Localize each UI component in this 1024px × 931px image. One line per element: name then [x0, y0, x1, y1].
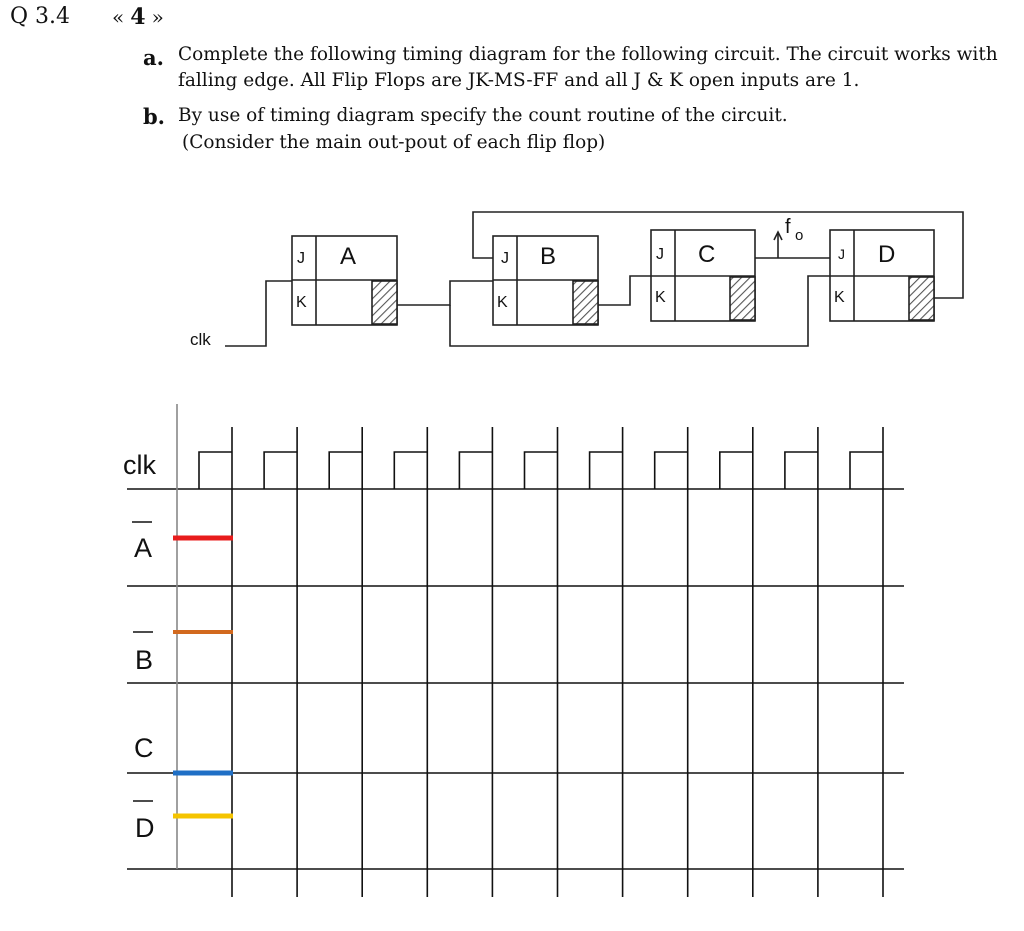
ff-d-k-label: K: [834, 289, 845, 306]
clock-pulse: [590, 452, 623, 489]
row-labels: [123, 450, 156, 843]
ff-a-k-label: K: [296, 294, 307, 311]
ff-b-j-label: J: [501, 250, 509, 267]
clock-pulse: [394, 452, 427, 489]
question-number: Q 3.4: [10, 4, 71, 29]
ff-c-name: C: [698, 241, 716, 268]
row-label-d: D: [135, 813, 155, 843]
clock-pulse: [720, 452, 753, 489]
clock-input-label: clk: [190, 330, 211, 349]
clock-pulse: [329, 452, 362, 489]
open-quote: «: [112, 5, 125, 29]
ff-c-j-label: J: [656, 246, 664, 263]
output-label-subscript: o: [795, 227, 804, 244]
clock-pulse: [459, 452, 492, 489]
ff-c-k-label: K: [655, 289, 666, 306]
clock-pulse: [264, 452, 297, 489]
part-b-line-2: (Consider the main out-pout of each flip flop): [182, 132, 606, 153]
clock-waveform: [199, 452, 883, 489]
output-label-f: f: [785, 216, 791, 238]
row-label-c: C: [134, 733, 154, 763]
row-label-a: A: [134, 533, 153, 563]
clock-pulse: [525, 452, 558, 489]
ff-a-name: A: [340, 243, 357, 270]
part-a-line-1: Complete the following timing diagram for the following circuit. The circuit works with: [178, 44, 998, 65]
close-quote: »: [151, 5, 164, 29]
clock-pulse: [850, 452, 883, 489]
clock-pulse: [655, 452, 688, 489]
time-gridlines: [232, 427, 883, 897]
ff-b-k-label: K: [497, 294, 508, 311]
ff-d-name: D: [878, 241, 896, 268]
clock-pulse: [199, 452, 232, 489]
part-b-letter: b.: [143, 104, 165, 129]
ff-d-j-label: J: [838, 246, 845, 262]
part-a-line-2: falling edge. All Flip Flops are JK-MS-FF and all J & K open inputs are 1.: [178, 70, 860, 91]
part-b-line-1: By use of timing diagram specify the count routine of the circuit.: [178, 105, 788, 126]
row-label-b: B: [135, 645, 154, 675]
clock-pulse: [785, 452, 818, 489]
timing-grid: [127, 404, 904, 869]
points-number: 4: [130, 4, 146, 30]
ff-b-name: B: [540, 243, 557, 270]
part-a-letter: a.: [143, 45, 164, 70]
row-label-clk: clk: [123, 450, 156, 480]
ff-a-j-label: J: [297, 250, 305, 267]
